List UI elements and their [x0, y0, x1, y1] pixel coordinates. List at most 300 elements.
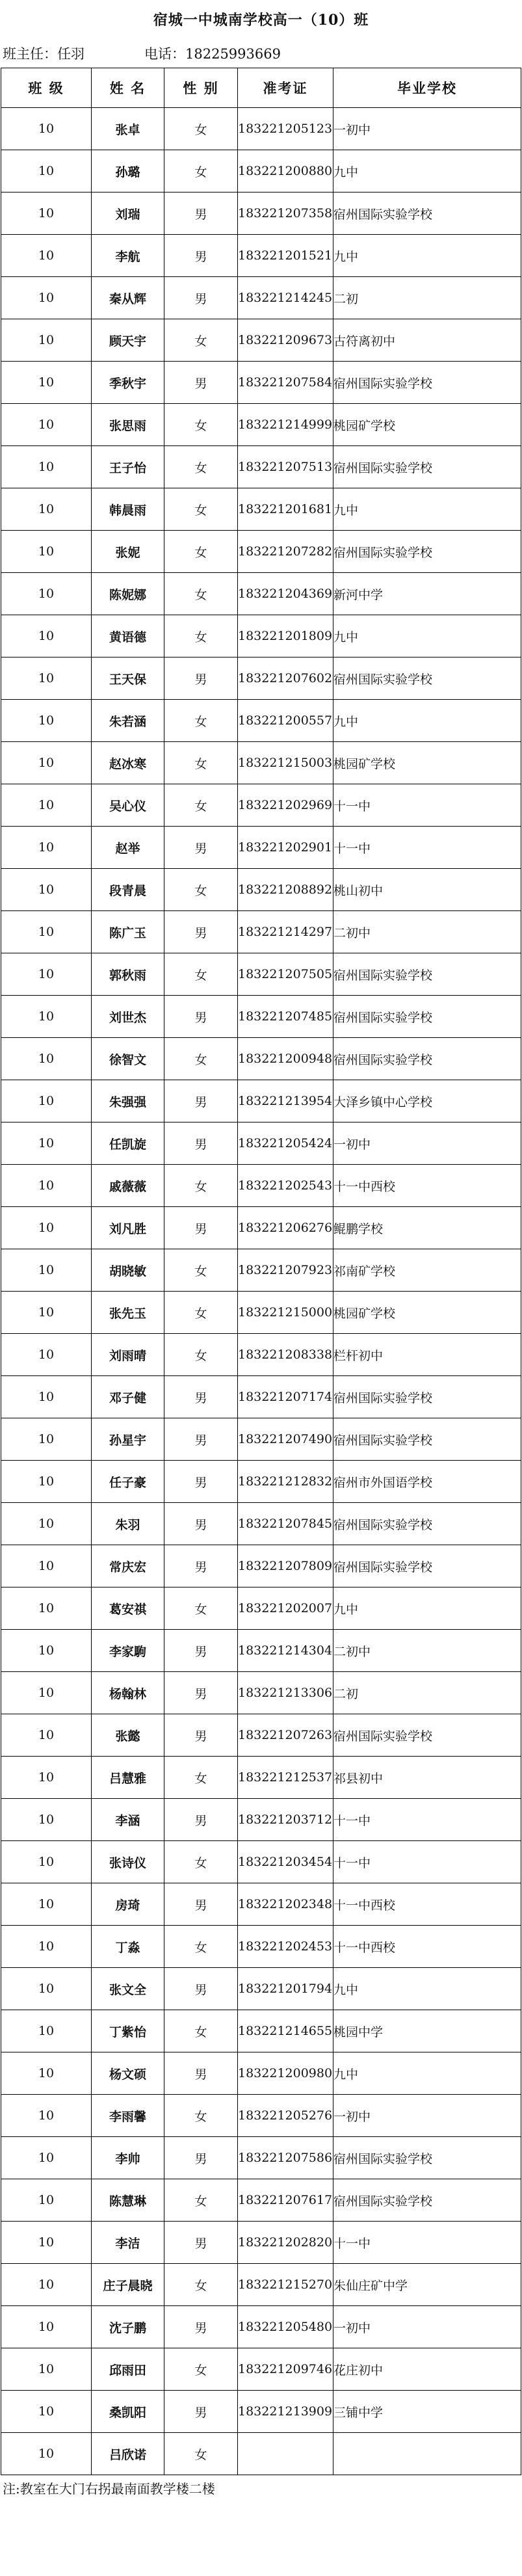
- cell-exam-no: 183221207263: [238, 1714, 333, 1757]
- table-row: [1, 1080, 521, 1122]
- cell-class: 10: [1, 2264, 92, 2306]
- cell-school: 宿州国际实验学校: [333, 1545, 521, 1587]
- cell-student-name: 段青晨: [92, 869, 164, 911]
- table-row: [1, 1672, 521, 1714]
- cell-student-name: 胡晓敏: [92, 1249, 164, 1292]
- cell-class: 10: [1, 1334, 92, 1376]
- cell-gender: 女: [164, 531, 238, 573]
- cell-school: 宿州市外国语学校: [333, 1461, 521, 1503]
- cell-gender: 女: [164, 1587, 238, 1630]
- cell-student-name: 徐智文: [92, 1038, 164, 1080]
- cell-exam-no: 183221207282: [238, 531, 333, 573]
- cell-exam-no: 183221207809: [238, 1545, 333, 1587]
- cell-student-name: 张诗仪: [92, 1841, 164, 1883]
- cell-student-name: 张思雨: [92, 404, 164, 446]
- cell-student-name: 房琦: [92, 1883, 164, 1926]
- cell-student-name: 孙星宇: [92, 1418, 164, 1461]
- cell-gender: 女: [164, 784, 238, 827]
- header-gender: 性 别: [164, 68, 238, 108]
- table-row: [1, 1926, 521, 1968]
- cell-class: 10: [1, 1545, 92, 1587]
- cell-gender: 女: [164, 2264, 238, 2306]
- table-row: [1, 2010, 521, 2052]
- cell-student-name: 秦从辉: [92, 277, 164, 319]
- cell-exam-no: 183221214245: [238, 277, 333, 319]
- cell-school: 十一中: [333, 2222, 521, 2264]
- head-teacher-label: 班主任：任羽: [3, 46, 85, 62]
- cell-school: 宿州国际实验学校: [333, 1503, 521, 1545]
- cell-gender: 男: [164, 1968, 238, 2010]
- cell-student-name: 李雨馨: [92, 2095, 164, 2137]
- table-row: [1, 1841, 521, 1883]
- cell-school: 九中: [333, 488, 521, 531]
- table-row: [1, 2222, 521, 2264]
- cell-class: 10: [1, 953, 92, 996]
- table-row: [1, 827, 521, 869]
- cell-school: 九中: [333, 2052, 521, 2095]
- table-row: [1, 869, 521, 911]
- cell-gender: 男: [164, 2137, 238, 2179]
- cell-gender: 女: [164, 488, 238, 531]
- cell-exam-no: 183221207584: [238, 362, 333, 404]
- cell-class: 10: [1, 1714, 92, 1757]
- cell-school: 三铺中学: [333, 2391, 521, 2433]
- cell-gender: 女: [164, 1249, 238, 1292]
- table-row: [1, 1207, 521, 1249]
- cell-exam-no: 183221206276: [238, 1207, 333, 1249]
- cell-gender: 女: [164, 2348, 238, 2391]
- cell-student-name: 陈慧琳: [92, 2179, 164, 2222]
- table-row: [1, 996, 521, 1038]
- cell-class: 10: [1, 1883, 92, 1926]
- cell-school: [333, 2433, 521, 2475]
- cell-exam-no: 183221201521: [238, 235, 333, 277]
- cell-school: 大泽乡镇中心学校: [333, 1080, 521, 1122]
- cell-school: 宿州国际实验学校: [333, 657, 521, 700]
- cell-gender: 男: [164, 1080, 238, 1122]
- cell-exam-no: 183221207602: [238, 657, 333, 700]
- cell-gender: 女: [164, 869, 238, 911]
- cell-exam-no: 183221201794: [238, 1968, 333, 2010]
- cell-gender: 女: [164, 953, 238, 996]
- cell-exam-no: 183221205276: [238, 2095, 333, 2137]
- table-row: [1, 784, 521, 827]
- cell-gender: 男: [164, 1418, 238, 1461]
- cell-school: 宿州国际实验学校: [333, 1038, 521, 1080]
- cell-student-name: 韩晨雨: [92, 488, 164, 531]
- cell-school: 十一中: [333, 1799, 521, 1841]
- cell-gender: 女: [164, 2010, 238, 2052]
- cell-school: 祁县初中: [333, 1757, 521, 1799]
- cell-class: 10: [1, 150, 92, 193]
- cell-gender: 女: [164, 319, 238, 362]
- cell-exam-no: 183221200980: [238, 2052, 333, 2095]
- cell-exam-no: 183221205424: [238, 1122, 333, 1165]
- table-row: [1, 404, 521, 446]
- cell-student-name: 李洁: [92, 2222, 164, 2264]
- table-row: [1, 2348, 521, 2391]
- cell-class: 10: [1, 1630, 92, 1672]
- cell-gender: 男: [164, 1545, 238, 1587]
- cell-class: 10: [1, 108, 92, 150]
- cell-exam-no: 183221212832: [238, 1461, 333, 1503]
- table-row: [1, 2391, 521, 2433]
- teacher-phone-label: 电话：18225993669: [144, 46, 281, 62]
- cell-school: 宿州国际实验学校: [333, 1376, 521, 1418]
- cell-exam-no: 183221201809: [238, 615, 333, 657]
- cell-class: 10: [1, 277, 92, 319]
- cell-exam-no: 183221203454: [238, 1841, 333, 1883]
- cell-exam-no: 183221207617: [238, 2179, 333, 2222]
- table-row: [1, 446, 521, 488]
- cell-school: 宿州国际实验学校: [333, 953, 521, 996]
- cell-class: 10: [1, 1841, 92, 1883]
- cell-class: 10: [1, 996, 92, 1038]
- table-row: [1, 1249, 521, 1292]
- table-row: [1, 1587, 521, 1630]
- cell-school: 宿州国际实验学校: [333, 1714, 521, 1757]
- cell-student-name: 吕慧雅: [92, 1757, 164, 1799]
- cell-school: 一初中: [333, 2095, 521, 2137]
- cell-student-name: 刘世杰: [92, 996, 164, 1038]
- cell-gender: 女: [164, 742, 238, 784]
- table-row: [1, 1376, 521, 1418]
- cell-student-name: 朱羽: [92, 1503, 164, 1545]
- cell-student-name: 桑凯阳: [92, 2391, 164, 2433]
- cell-school: 十一中西校: [333, 1926, 521, 1968]
- cell-school: 十一中西校: [333, 1165, 521, 1207]
- classroom-note: 注:教室在大门右拐最南面教学楼二楼: [3, 2481, 215, 2497]
- cell-school: 二初中: [333, 911, 521, 953]
- cell-student-name: 张卓: [92, 108, 164, 150]
- table-row: [1, 531, 521, 573]
- cell-class: 10: [1, 1461, 92, 1503]
- cell-exam-no: 183221203712: [238, 1799, 333, 1841]
- table-row: [1, 2264, 521, 2306]
- cell-gender: 男: [164, 277, 238, 319]
- cell-class: 10: [1, 531, 92, 573]
- cell-gender: 女: [164, 1165, 238, 1207]
- cell-class: 10: [1, 2391, 92, 2433]
- cell-student-name: 朱若涵: [92, 700, 164, 742]
- cell-school: 一初中: [333, 1122, 521, 1165]
- cell-student-name: 朱强强: [92, 1080, 164, 1122]
- cell-student-name: 杨文硕: [92, 2052, 164, 2095]
- cell-gender: 男: [164, 2306, 238, 2348]
- header-school: 毕业学校: [333, 68, 521, 108]
- cell-class: 10: [1, 2010, 92, 2052]
- cell-exam-no: 183221207513: [238, 446, 333, 488]
- cell-exam-no: 183221207505: [238, 953, 333, 996]
- cell-student-name: 季秋宇: [92, 362, 164, 404]
- table-row: [1, 1799, 521, 1841]
- cell-class: 10: [1, 742, 92, 784]
- cell-school: 朱仙庄矿中学: [333, 2264, 521, 2306]
- cell-class: 10: [1, 827, 92, 869]
- cell-student-name: 陈妮娜: [92, 573, 164, 615]
- cell-school: 栏杆初中: [333, 1334, 521, 1376]
- cell-exam-no: 183221205123: [238, 108, 333, 150]
- cell-gender: 男: [164, 1376, 238, 1418]
- cell-school: 九中: [333, 615, 521, 657]
- cell-class: 10: [1, 1292, 92, 1334]
- cell-exam-no: 183221215270: [238, 2264, 333, 2306]
- cell-class: 10: [1, 1207, 92, 1249]
- cell-gender: 女: [164, 1841, 238, 1883]
- table-row: [1, 193, 521, 235]
- cell-exam-no: 183221202901: [238, 827, 333, 869]
- cell-exam-no: 183221207586: [238, 2137, 333, 2179]
- cell-school: 二初: [333, 277, 521, 319]
- cell-student-name: 黄语德: [92, 615, 164, 657]
- cell-student-name: 丁淼: [92, 1926, 164, 1968]
- cell-exam-no: 183221214999: [238, 404, 333, 446]
- cell-exam-no: 183221207845: [238, 1503, 333, 1545]
- table-row: [1, 1503, 521, 1545]
- cell-gender: 女: [164, 446, 238, 488]
- table-row: [1, 235, 521, 277]
- cell-gender: 男: [164, 1883, 238, 1926]
- cell-gender: 男: [164, 657, 238, 700]
- cell-class: 10: [1, 235, 92, 277]
- cell-student-name: 李涵: [92, 1799, 164, 1841]
- cell-gender: 女: [164, 108, 238, 150]
- cell-student-name: 葛安祺: [92, 1587, 164, 1630]
- cell-exam-no: [238, 2433, 333, 2475]
- cell-class: 10: [1, 700, 92, 742]
- cell-student-name: 吴心仪: [92, 784, 164, 827]
- cell-gender: 女: [164, 1038, 238, 1080]
- cell-exam-no: 183221202969: [238, 784, 333, 827]
- cell-gender: 女: [164, 1926, 238, 1968]
- cell-gender: 男: [164, 1799, 238, 1841]
- cell-exam-no: 183221208338: [238, 1334, 333, 1376]
- table-row: [1, 1630, 521, 1672]
- table-row: [1, 911, 521, 953]
- cell-class: 10: [1, 1165, 92, 1207]
- header-exam-no: 准考证: [238, 68, 333, 108]
- table-row: [1, 319, 521, 362]
- cell-school: 宿州国际实验学校: [333, 531, 521, 573]
- table-row: [1, 2137, 521, 2179]
- cell-student-name: 吕欣诺: [92, 2433, 164, 2475]
- cell-student-name: 任凯旋: [92, 1122, 164, 1165]
- cell-gender: 女: [164, 1292, 238, 1334]
- cell-student-name: 陈广玉: [92, 911, 164, 953]
- table-row: [1, 2095, 521, 2137]
- cell-gender: 男: [164, 1461, 238, 1503]
- cell-student-name: 庄子晨晓: [92, 2264, 164, 2306]
- cell-exam-no: 183221207923: [238, 1249, 333, 1292]
- cell-school: 九中: [333, 700, 521, 742]
- cell-school: 二初: [333, 1672, 521, 1714]
- table-row: [1, 2433, 521, 2475]
- cell-exam-no: 183221214297: [238, 911, 333, 953]
- cell-school: 宿州国际实验学校: [333, 2179, 521, 2222]
- cell-exam-no: 183221209673: [238, 319, 333, 362]
- cell-school: 一初中: [333, 2306, 521, 2348]
- cell-student-name: 张懿: [92, 1714, 164, 1757]
- table-row: [1, 150, 521, 193]
- table-row: [1, 2052, 521, 2095]
- table-row: [1, 1757, 521, 1799]
- cell-class: 10: [1, 784, 92, 827]
- cell-gender: 女: [164, 2095, 238, 2137]
- cell-student-name: 顾天宇: [92, 319, 164, 362]
- cell-class: 10: [1, 2433, 92, 2475]
- table-row: [1, 108, 521, 150]
- table-row: [1, 742, 521, 784]
- cell-school: 十一中: [333, 1841, 521, 1883]
- cell-student-name: 张文全: [92, 1968, 164, 2010]
- table-row: [1, 953, 521, 996]
- cell-student-name: 赵举: [92, 827, 164, 869]
- cell-student-name: 杨翰林: [92, 1672, 164, 1714]
- cell-exam-no: 183221214304: [238, 1630, 333, 1672]
- cell-student-name: 李航: [92, 235, 164, 277]
- cell-class: 10: [1, 488, 92, 531]
- table-row: [1, 362, 521, 404]
- table-row: [1, 1461, 521, 1503]
- table-row: [1, 573, 521, 615]
- cell-student-name: 张妮: [92, 531, 164, 573]
- cell-student-name: 丁紫怡: [92, 2010, 164, 2052]
- cell-class: 10: [1, 1249, 92, 1292]
- cell-gender: 男: [164, 235, 238, 277]
- cell-class: 10: [1, 1418, 92, 1461]
- table-row: [1, 1714, 521, 1757]
- cell-school: 祁南矿学校: [333, 1249, 521, 1292]
- cell-class: 10: [1, 869, 92, 911]
- cell-class: 10: [1, 404, 92, 446]
- cell-gender: 男: [164, 193, 238, 235]
- cell-class: 10: [1, 2095, 92, 2137]
- table-row: [1, 1334, 521, 1376]
- cell-exam-no: 183221214655: [238, 2010, 333, 2052]
- cell-class: 10: [1, 362, 92, 404]
- cell-school: 九中: [333, 150, 521, 193]
- cell-gender: 女: [164, 615, 238, 657]
- cell-school: 宿州国际实验学校: [333, 446, 521, 488]
- cell-gender: 男: [164, 1207, 238, 1249]
- cell-gender: 女: [164, 1334, 238, 1376]
- cell-gender: 女: [164, 573, 238, 615]
- table-row: [1, 700, 521, 742]
- cell-exam-no: 183221212537: [238, 1757, 333, 1799]
- table-row: [1, 1418, 521, 1461]
- cell-exam-no: 183221207490: [238, 1418, 333, 1461]
- cell-exam-no: 183221200557: [238, 700, 333, 742]
- table-row: [1, 1292, 521, 1334]
- cell-class: 10: [1, 1038, 92, 1080]
- table-row: [1, 1165, 521, 1207]
- cell-exam-no: 183221207174: [238, 1376, 333, 1418]
- cell-gender: 男: [164, 1672, 238, 1714]
- table-header-row: [1, 68, 521, 108]
- table-row: [1, 1122, 521, 1165]
- cell-school: 宿州国际实验学校: [333, 193, 521, 235]
- cell-school: 十一中: [333, 784, 521, 827]
- cell-school: 十一中: [333, 827, 521, 869]
- cell-class: 10: [1, 2306, 92, 2348]
- cell-school: 十一中西校: [333, 1883, 521, 1926]
- cell-class: 10: [1, 1080, 92, 1122]
- cell-exam-no: 183221202007: [238, 1587, 333, 1630]
- cell-class: 10: [1, 1503, 92, 1545]
- cell-exam-no: 183221209746: [238, 2348, 333, 2391]
- cell-exam-no: 183221207485: [238, 996, 333, 1038]
- cell-exam-no: 183221208892: [238, 869, 333, 911]
- cell-class: 10: [1, 657, 92, 700]
- header-name: 姓 名: [92, 68, 164, 108]
- cell-student-name: 李家駒: [92, 1630, 164, 1672]
- cell-student-name: 张先玉: [92, 1292, 164, 1334]
- cell-exam-no: 183221201681: [238, 488, 333, 531]
- cell-gender: 女: [164, 1757, 238, 1799]
- cell-student-name: 常庆宏: [92, 1545, 164, 1587]
- table-body: [1, 108, 521, 2475]
- cell-exam-no: 183221213306: [238, 1672, 333, 1714]
- cell-class: 10: [1, 319, 92, 362]
- table-row: [1, 1968, 521, 2010]
- cell-gender: 男: [164, 1630, 238, 1672]
- cell-school: 桃园中学: [333, 2010, 521, 2052]
- table-row: [1, 1545, 521, 1587]
- cell-class: 10: [1, 2137, 92, 2179]
- cell-class: 10: [1, 573, 92, 615]
- cell-student-name: 刘瑞: [92, 193, 164, 235]
- cell-student-name: 王子怡: [92, 446, 164, 488]
- cell-gender: 男: [164, 1503, 238, 1545]
- cell-school: 花庄初中: [333, 2348, 521, 2391]
- table-row: [1, 277, 521, 319]
- cell-school: 九中: [333, 235, 521, 277]
- teacher-info-row: [0, 40, 522, 68]
- table-row: [1, 2179, 521, 2222]
- cell-gender: 男: [164, 2052, 238, 2095]
- cell-class: 10: [1, 1376, 92, 1418]
- cell-student-name: 王天保: [92, 657, 164, 700]
- cell-school: 新河中学: [333, 573, 521, 615]
- cell-school: 桃园矿学校: [333, 404, 521, 446]
- cell-student-name: 孙璐: [92, 150, 164, 193]
- header-class: 班 级: [1, 68, 92, 108]
- cell-student-name: 郭秋雨: [92, 953, 164, 996]
- cell-class: 10: [1, 2222, 92, 2264]
- cell-student-name: 邱雨田: [92, 2348, 164, 2391]
- cell-class: 10: [1, 1926, 92, 1968]
- cell-school: 九中: [333, 1587, 521, 1630]
- table-row: [1, 488, 521, 531]
- cell-school: 宿州国际实验学校: [333, 1418, 521, 1461]
- cell-class: 10: [1, 446, 92, 488]
- cell-exam-no: 183221202453: [238, 1926, 333, 1968]
- cell-student-name: 任子豪: [92, 1461, 164, 1503]
- cell-exam-no: 183221200948: [238, 1038, 333, 1080]
- cell-exam-no: 183221202348: [238, 1883, 333, 1926]
- cell-class: 10: [1, 1757, 92, 1799]
- cell-gender: 男: [164, 2391, 238, 2433]
- cell-class: 10: [1, 615, 92, 657]
- cell-school: 一初中: [333, 108, 521, 150]
- cell-class: 10: [1, 2348, 92, 2391]
- cell-class: 10: [1, 2179, 92, 2222]
- cell-class: 10: [1, 1587, 92, 1630]
- cell-exam-no: 183221213909: [238, 2391, 333, 2433]
- cell-gender: 女: [164, 404, 238, 446]
- cell-student-name: 刘凡胜: [92, 1207, 164, 1249]
- table-row: [1, 2306, 521, 2348]
